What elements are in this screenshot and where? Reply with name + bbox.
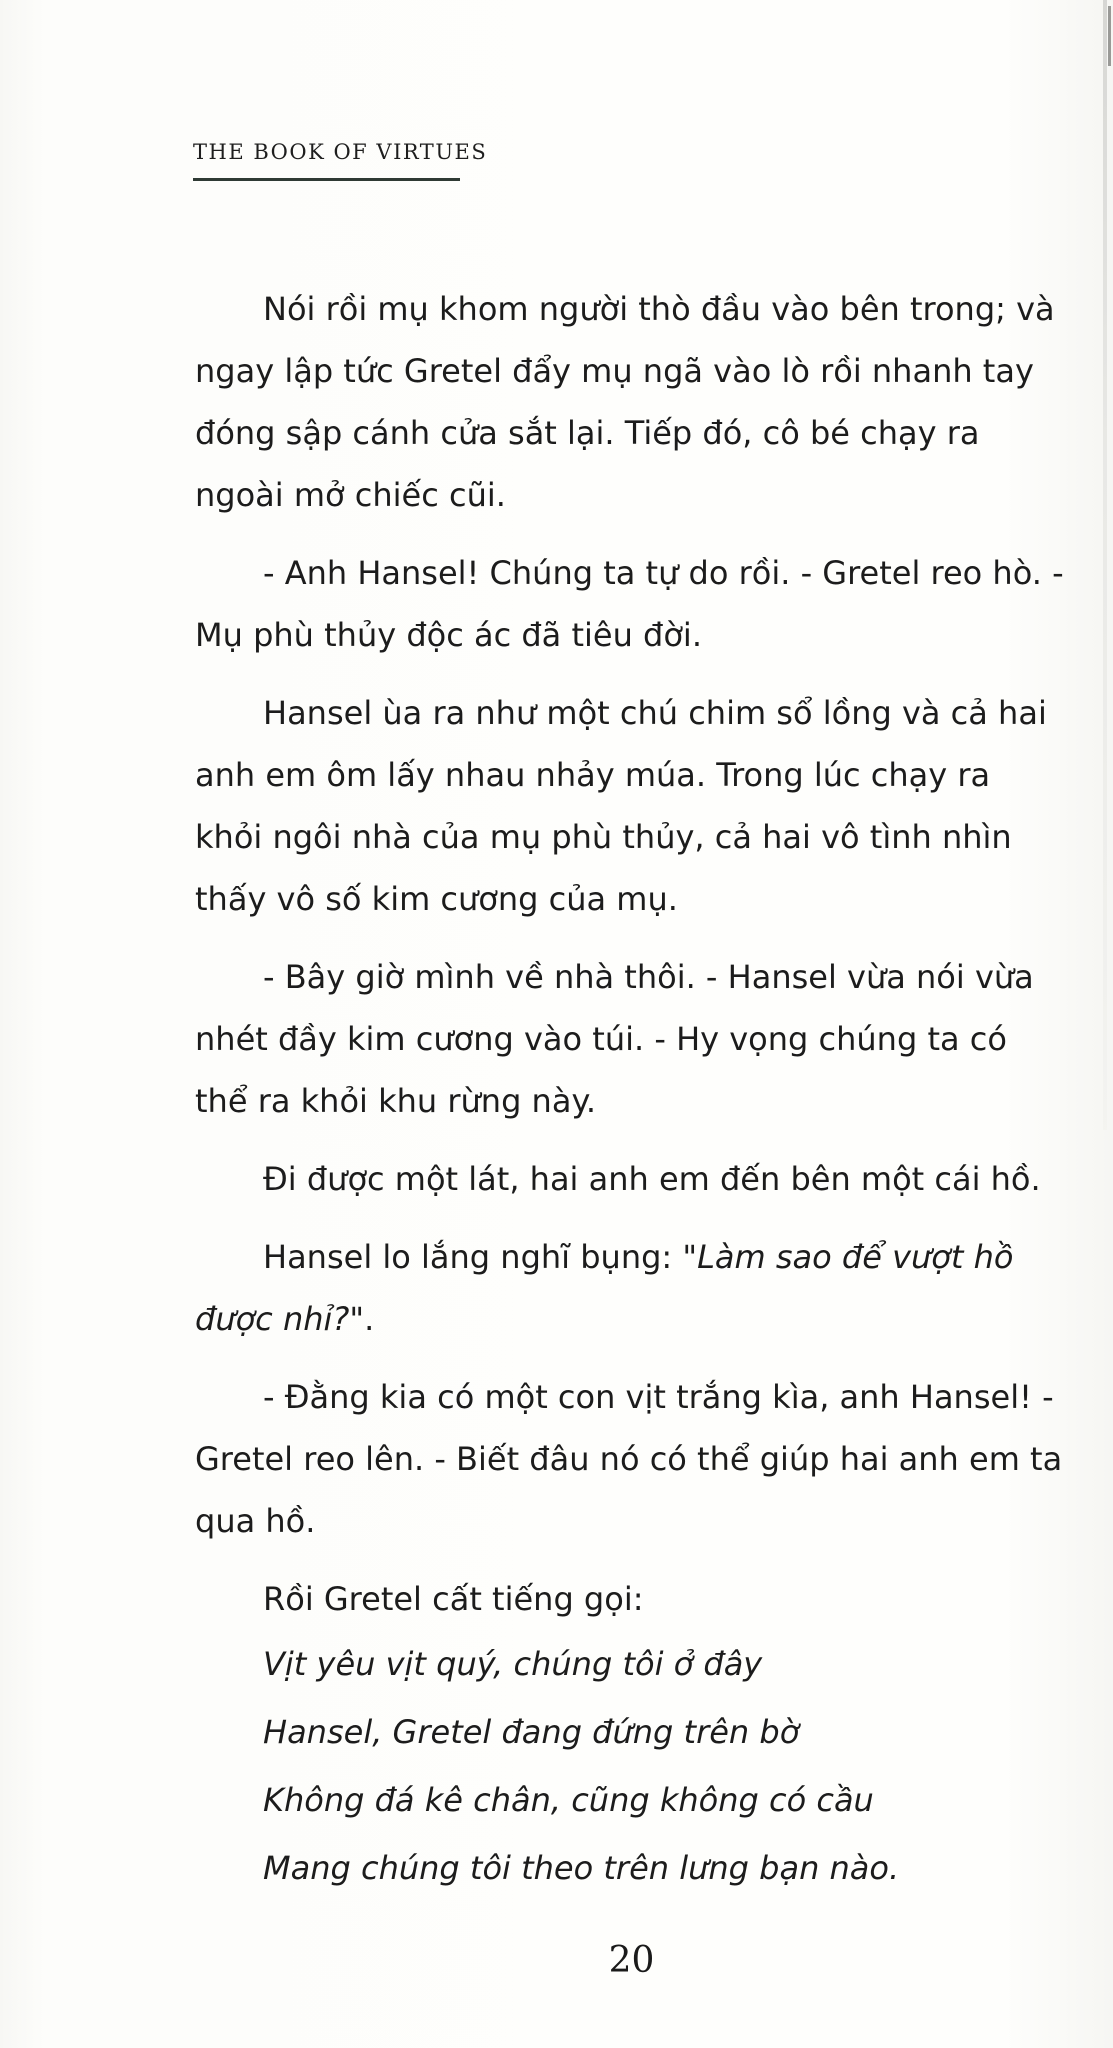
thought-intro: Hansel lo lắng nghĩ bụng: " xyxy=(263,1238,698,1276)
poem-line-2: Hansel, Gretel đang đứng trên bờ xyxy=(263,1713,800,1751)
thought-end: ". xyxy=(349,1300,375,1338)
paragraph-3: Hansel ùa ra như một chú chim sổ lồng và cả hai anh em ôm lấy nhau nhảy múa. Trong lúc chạy ra khỏi ngôi nhà của mụ phù thủy, cả hai vô tình nhìn thấy vô số kim cương của mụ. xyxy=(195,694,1047,918)
paragraph-7: - Đằng kia có một con vịt trắng kìa, anh Hansel! - Gretel reo lên. - Biết đâu nó có thể giúp hai anh em ta qua hồ. xyxy=(195,1378,1063,1540)
body-text xyxy=(195,278,1065,1902)
paragraph-1: Nói rồi mụ khom người thò đầu vào bên trong; và ngay lập tức Gretel đẩy mụ ngã vào lò rồi nhanh tay đóng sập cánh cửa sắt lại. Tiếp đó, cô bé chạy ra ngoài mở chiếc cũi. xyxy=(195,290,1055,514)
poem-line-3: Không đá kê chân, cũng không có cầu xyxy=(263,1781,874,1819)
paragraph-2: - Anh Hansel! Chúng ta tự do rồi. - Gretel reo hò. - Mụ phù thủy độc ác đã tiêu đời. xyxy=(195,554,1064,654)
thought-italic: Làm sao để vượt hồ được nhỉ? xyxy=(195,1238,1014,1338)
poem xyxy=(195,1630,1065,1902)
paragraph-thought xyxy=(195,1226,1065,1350)
page-edge-mark xyxy=(1108,6,1111,66)
call-line: Rồi Gretel cất tiếng gọi: xyxy=(263,1580,644,1618)
page-edge-shadow xyxy=(1103,0,1107,1130)
running-header: THE BOOK OF VIRTUES xyxy=(193,140,488,164)
header-underline xyxy=(193,178,460,181)
page-number: 20 xyxy=(608,1940,655,1981)
paragraph-4: - Bây giờ mình về nhà thôi. - Hansel vừa nói vừa nhét đầy kim cương vào túi. - Hy vọng chúng ta có thể ra khỏi khu rừng này. xyxy=(195,958,1034,1120)
paragraph-5: Đi được một lát, hai anh em đến bên một cái hồ. xyxy=(263,1160,1041,1198)
poem-line-1: Vịt yêu vịt quý, chúng tôi ở đây xyxy=(263,1645,763,1683)
poem-line-4: Mang chúng tôi theo trên lưng bạn nào. xyxy=(263,1849,900,1887)
